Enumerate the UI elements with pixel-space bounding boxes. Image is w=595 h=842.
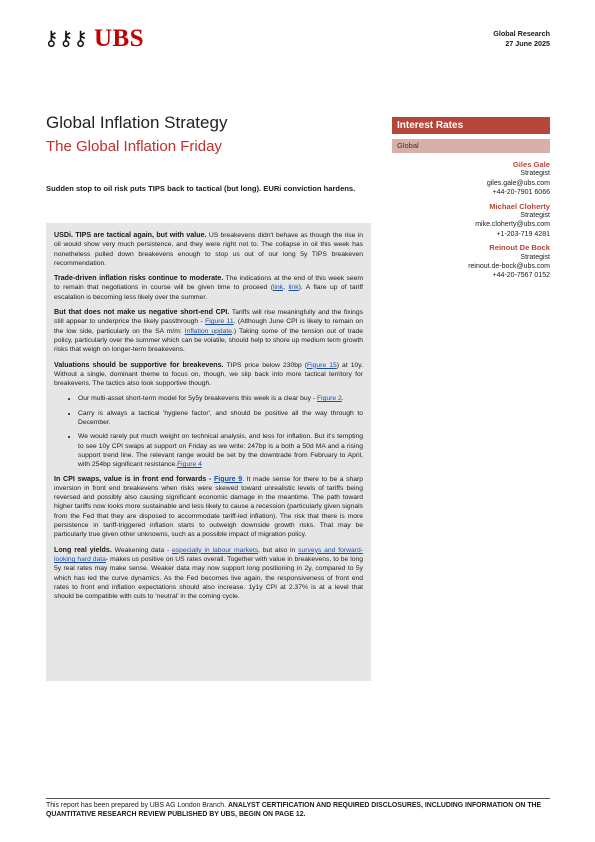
paragraph-text: ) at 10y. Without a single, dominant theme to focus on, though, we slip back into more tactical territory for breakevens. The tactics also look supportive though. bbox=[54, 361, 363, 388]
paragraph-text: - makes us positive on US rates overall. Together with value in breakevens, to be long 5y real rates may make sense. Weaker data may now support long positioning in 2y, compared to 5y which has led the curve dynamics. As the Fed becomes live again, the responsiveness of front end rates to front end inflation expectations should also increase. 1y1y CPI at 2.37% is at a level that should be compatible with cuts to 'neutral' in the coming cycle. bbox=[54, 555, 363, 601]
document-subtitle: The Global Inflation Friday bbox=[46, 138, 222, 155]
paragraph-long-real-yields bbox=[54, 546, 363, 602]
paragraph-short-end-cpi bbox=[54, 308, 363, 354]
paragraph-heading: But that does not make us negative short-end CPI. bbox=[54, 308, 230, 317]
author-card bbox=[390, 202, 550, 240]
list-item-text: We would rarely put much weight on technical analysis, and less for inflation. But it's tempting to see 10y CPI swaps at support on Friday as we write: 247bp is a both a 50d MA and a rising support trend line. The relevant range would be set by the downtrade from February to April, with 254bp significant resistance. bbox=[78, 433, 363, 469]
paragraph-usdi bbox=[54, 231, 363, 268]
paragraph-text: US breakevens didn't behave as though the rise in oil would show very much persistence, and they were right not to. The collapse in oil this week has nonetheless pulled down breakevens enough to stop us out of our long 5y TIPS breakeven recommendation. bbox=[54, 232, 363, 267]
author-card bbox=[390, 243, 550, 281]
list-item bbox=[78, 409, 363, 428]
paragraph-text: Weakening data - bbox=[114, 546, 173, 554]
figure-11-link[interactable]: Figure 11 bbox=[205, 318, 234, 326]
surveys-link[interactable]: surveys and forward-looking hard data bbox=[54, 546, 363, 563]
paragraph-trade-risks bbox=[54, 274, 363, 302]
paragraph-heading: Valuations should be supportive for breakevens. bbox=[54, 360, 224, 369]
region-bar: Global bbox=[392, 139, 550, 153]
author-phone: +1-203-719 4281 bbox=[496, 230, 550, 238]
list-item bbox=[78, 432, 363, 469]
topic-bar: Interest Rates bbox=[392, 117, 550, 134]
link[interactable]: link bbox=[288, 284, 299, 292]
paragraph-text: TIPS price below 230bp ( bbox=[226, 361, 308, 369]
header-meta bbox=[493, 29, 550, 49]
paragraph-text: The indications at the end of this week seem to remain that negotiations in course will be given time to proceed ( bbox=[54, 275, 363, 292]
author-name: Michael Cloherty bbox=[489, 201, 550, 211]
division-label: Global Research bbox=[493, 29, 550, 38]
brand-name: UBS bbox=[93, 25, 145, 52]
report-date: 27 June 2025 bbox=[505, 39, 550, 48]
inflation-update-link[interactable]: Inflation update bbox=[184, 327, 232, 335]
paragraph-valuations bbox=[54, 361, 363, 389]
paragraph-text: ). A flare up of tariff escalation is becoming less likely over the summer. bbox=[54, 284, 364, 301]
author-name: Giles Gale bbox=[512, 160, 550, 169]
author-email[interactable]: giles.gale@ubs.com bbox=[486, 179, 550, 187]
paragraph-cpi-swaps bbox=[54, 475, 363, 540]
paragraph-text: . (Although June CPI is likely to remain on the low side, particularly on the SA m/m: bbox=[54, 318, 364, 335]
paragraph-text: , but also in bbox=[258, 546, 299, 554]
paragraph-text: , bbox=[283, 284, 289, 292]
author-role: Strategist bbox=[520, 253, 550, 261]
paragraph-text: Tariffs will rise meaningfully and the fixings still appear to underprice the likely passthrough - bbox=[54, 309, 363, 326]
author-email[interactable]: reinout.de-bock@ubs.com bbox=[468, 263, 550, 271]
ubs-logo bbox=[44, 25, 144, 53]
paragraph-heading: USDi. TIPS are tactical again, but with value. bbox=[54, 231, 207, 239]
paragraph-text: . It made sense for there to be a sharp inversion in front end breakevens when risks were skewed toward unrealistic levels of tariffs being reversed and possibly also causing significant economic damage in the meantime. The path toward higher tariffs now looks more sustainable and less likely to cause a recession (particularly given signals from the Fed that they are disposed to accommodate tariff-led inflation). The risk that there is more persistence in tariff-triggered inflation starts to outweigh downside growth risks. That may be particularly true given other unknowns, such as a possible impact of migration policy. bbox=[54, 475, 363, 539]
author-role: Strategist bbox=[520, 170, 550, 178]
footer-disclaimer bbox=[46, 801, 550, 820]
list-item-text: Carry is always a tactical 'hygiene factor', and should be positive all the way through to December. bbox=[78, 409, 363, 427]
author-phone: +44-20-7567 0152 bbox=[492, 272, 550, 280]
keys-logo-icon: ⚷⚷⚷ bbox=[44, 28, 88, 50]
figure-9-link[interactable]: Figure 9 bbox=[213, 474, 243, 483]
paragraph-text: .) Taking some of the tension out of trade policy, particularly over the summer which can be volatile, should help to shore up medium term growth risks that weigh on longer-term breakevens. bbox=[54, 327, 363, 354]
author-email[interactable]: mike.cloherty@ubs.com bbox=[475, 221, 550, 229]
link[interactable]: link bbox=[272, 284, 284, 292]
footer-disclosure-text: ANALYST CERTIFICATION AND REQUIRED DISCLOSURES, INCLUDING INFORMATION ON THE QUANTITATIVE RESEARCH REVIEW PUBLISHED BY UBS, BEGIN ON PAGE 12. bbox=[46, 802, 542, 819]
footer-text: This report has been prepared by UBS AG London Branch. bbox=[46, 802, 228, 809]
author-phone: +44-20-7901 6066 bbox=[492, 189, 550, 197]
summary: Sudden stop to oil risk puts TIPS back to tactical (but long). EURi conviction hardens. bbox=[46, 184, 356, 193]
author-list bbox=[390, 160, 550, 285]
document-title: Global Inflation Strategy bbox=[46, 113, 228, 132]
figure-15-link[interactable]: Figure 15 bbox=[307, 361, 337, 369]
author-card bbox=[390, 160, 550, 198]
figure-2-link[interactable]: Figure 2 bbox=[316, 395, 342, 403]
bullet-list bbox=[54, 394, 363, 469]
list-item-text: . bbox=[341, 395, 344, 403]
author-role: Strategist bbox=[520, 212, 550, 220]
paragraph-heading: In CPI swaps, value is in front end forwards - bbox=[54, 474, 214, 483]
paragraph-heading: Long real yields. bbox=[54, 545, 112, 554]
key-points-box bbox=[46, 223, 371, 681]
paragraph-heading: Trade-driven inflation risks continue to moderate. bbox=[54, 274, 224, 283]
list-item bbox=[78, 394, 363, 403]
list-item-text: Our multi-asset short-term model for 5y5y breakevens this week is a clear buy - bbox=[78, 395, 317, 403]
author-name: Reinout De Bock bbox=[489, 243, 550, 253]
footer-divider bbox=[46, 798, 550, 799]
labour-markets-link[interactable]: especially in labour markets bbox=[172, 546, 259, 554]
figure-4-link[interactable]: Figure 4 bbox=[177, 461, 202, 469]
